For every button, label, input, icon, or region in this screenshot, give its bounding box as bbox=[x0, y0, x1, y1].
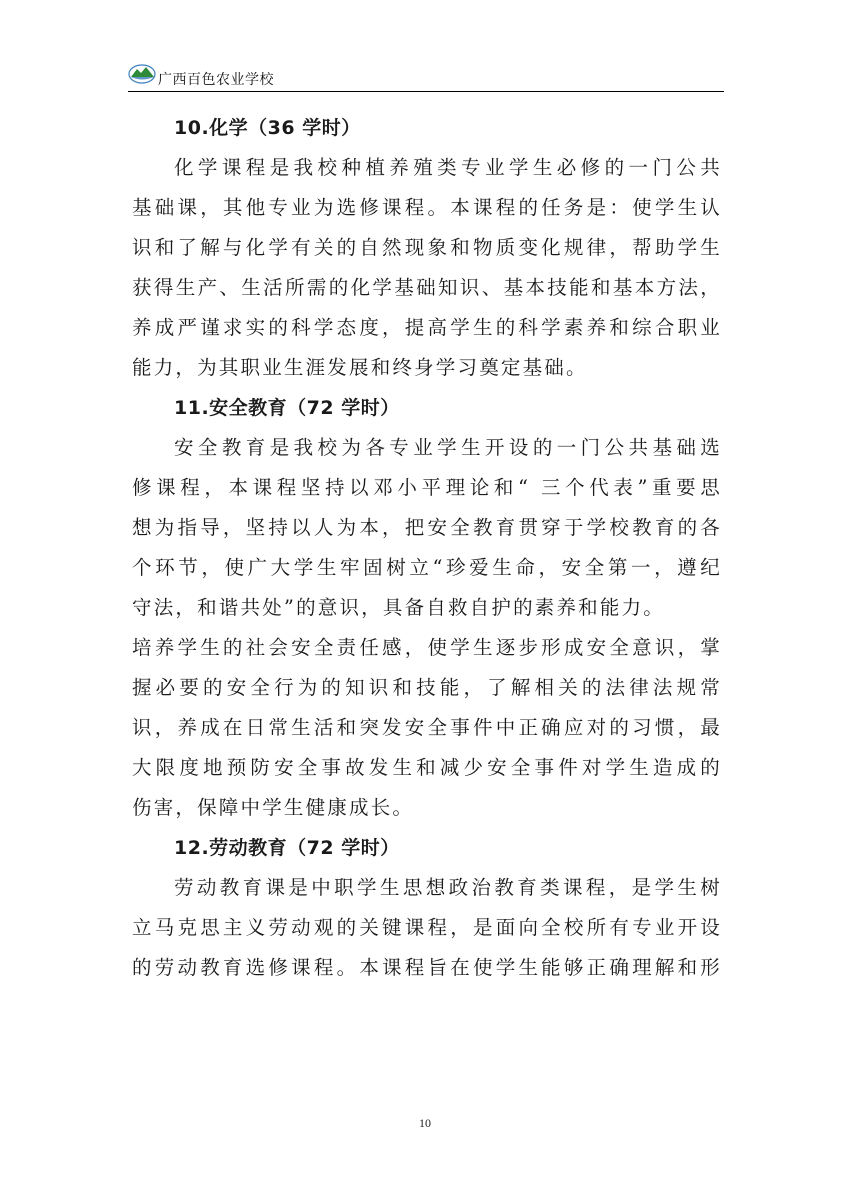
text-line: 守法，和谐共处”的意识，具备自救自护的素养和能力。 bbox=[132, 596, 665, 619]
text-line: 伤害，保障中学生健康成长。 bbox=[132, 796, 415, 819]
text-line: 个环节，使广大学生牢固树立“珍爱生命，安全第一，遵纪 bbox=[132, 556, 722, 579]
text-line: 立马克思主义劳动观的关键课程，是面向全校所有专业开设 bbox=[132, 916, 722, 939]
section-title-chemistry: 10.化学（36 学时） bbox=[174, 117, 361, 139]
text-line: 识，养成在日常生活和突发安全事件中正确应对的习惯，最 bbox=[132, 716, 722, 739]
text-line: 的劳动教育选修课程。本课程旨在使学生能够正确理解和形 bbox=[132, 956, 722, 979]
mountain-logo-icon bbox=[128, 62, 158, 84]
page-header bbox=[128, 56, 724, 94]
paragraph-safety-intro bbox=[132, 428, 722, 628]
paragraph-chemistry bbox=[132, 148, 722, 388]
text-line: 获得生产、生活所需的化学基础知识、基本技能和基本方法， bbox=[132, 276, 722, 299]
text-line: 安全教育是我校为各专业学生开设的一门公共基础选 bbox=[174, 436, 722, 459]
text-line: 化学课程是我校种植养殖类专业学生必修的一门公共 bbox=[174, 156, 722, 179]
school-name: 广西百色农业学校 bbox=[158, 72, 274, 88]
text-line: 识和了解与化学有关的自然现象和物质变化规律，帮助学生 bbox=[132, 236, 722, 259]
paragraph-labor bbox=[132, 868, 722, 988]
text-line: 想为指导，坚持以人为本，把安全教育贯穿于学校教育的各 bbox=[132, 516, 722, 539]
text-line: 大限度地预防安全事故发生和减少安全事件对学生造成的 bbox=[132, 756, 722, 779]
paragraph-safety-goals bbox=[132, 628, 722, 828]
section-title-labor: 12.劳动教育（72 学时） bbox=[174, 837, 400, 859]
section-title-safety: 11.安全教育（72 学时） bbox=[174, 397, 400, 419]
text-line: 劳动教育课是中职学生思想政治教育类课程，是学生树 bbox=[174, 876, 722, 899]
text-line: 培养学生的社会安全责任感，使学生逐步形成安全意识，掌 bbox=[132, 636, 722, 659]
text-line: 修课程，本课程坚持以邓小平理论和“ 三个代表”重要思 bbox=[132, 476, 722, 499]
header-divider bbox=[128, 91, 724, 92]
page-number: 10 bbox=[419, 1116, 431, 1130]
text-line: 能力，为其职业生涯发展和终身学习奠定基础。 bbox=[132, 356, 588, 379]
document-body bbox=[132, 108, 722, 988]
text-line: 养成严谨求实的科学态度，提高学生的科学素养和综合职业 bbox=[132, 316, 722, 339]
text-line: 握必要的安全行为的知识和技能，了解相关的法律法规常 bbox=[132, 676, 722, 699]
text-line: 基础课，其他专业为选修课程。本课程的任务是：使学生认 bbox=[132, 196, 722, 219]
